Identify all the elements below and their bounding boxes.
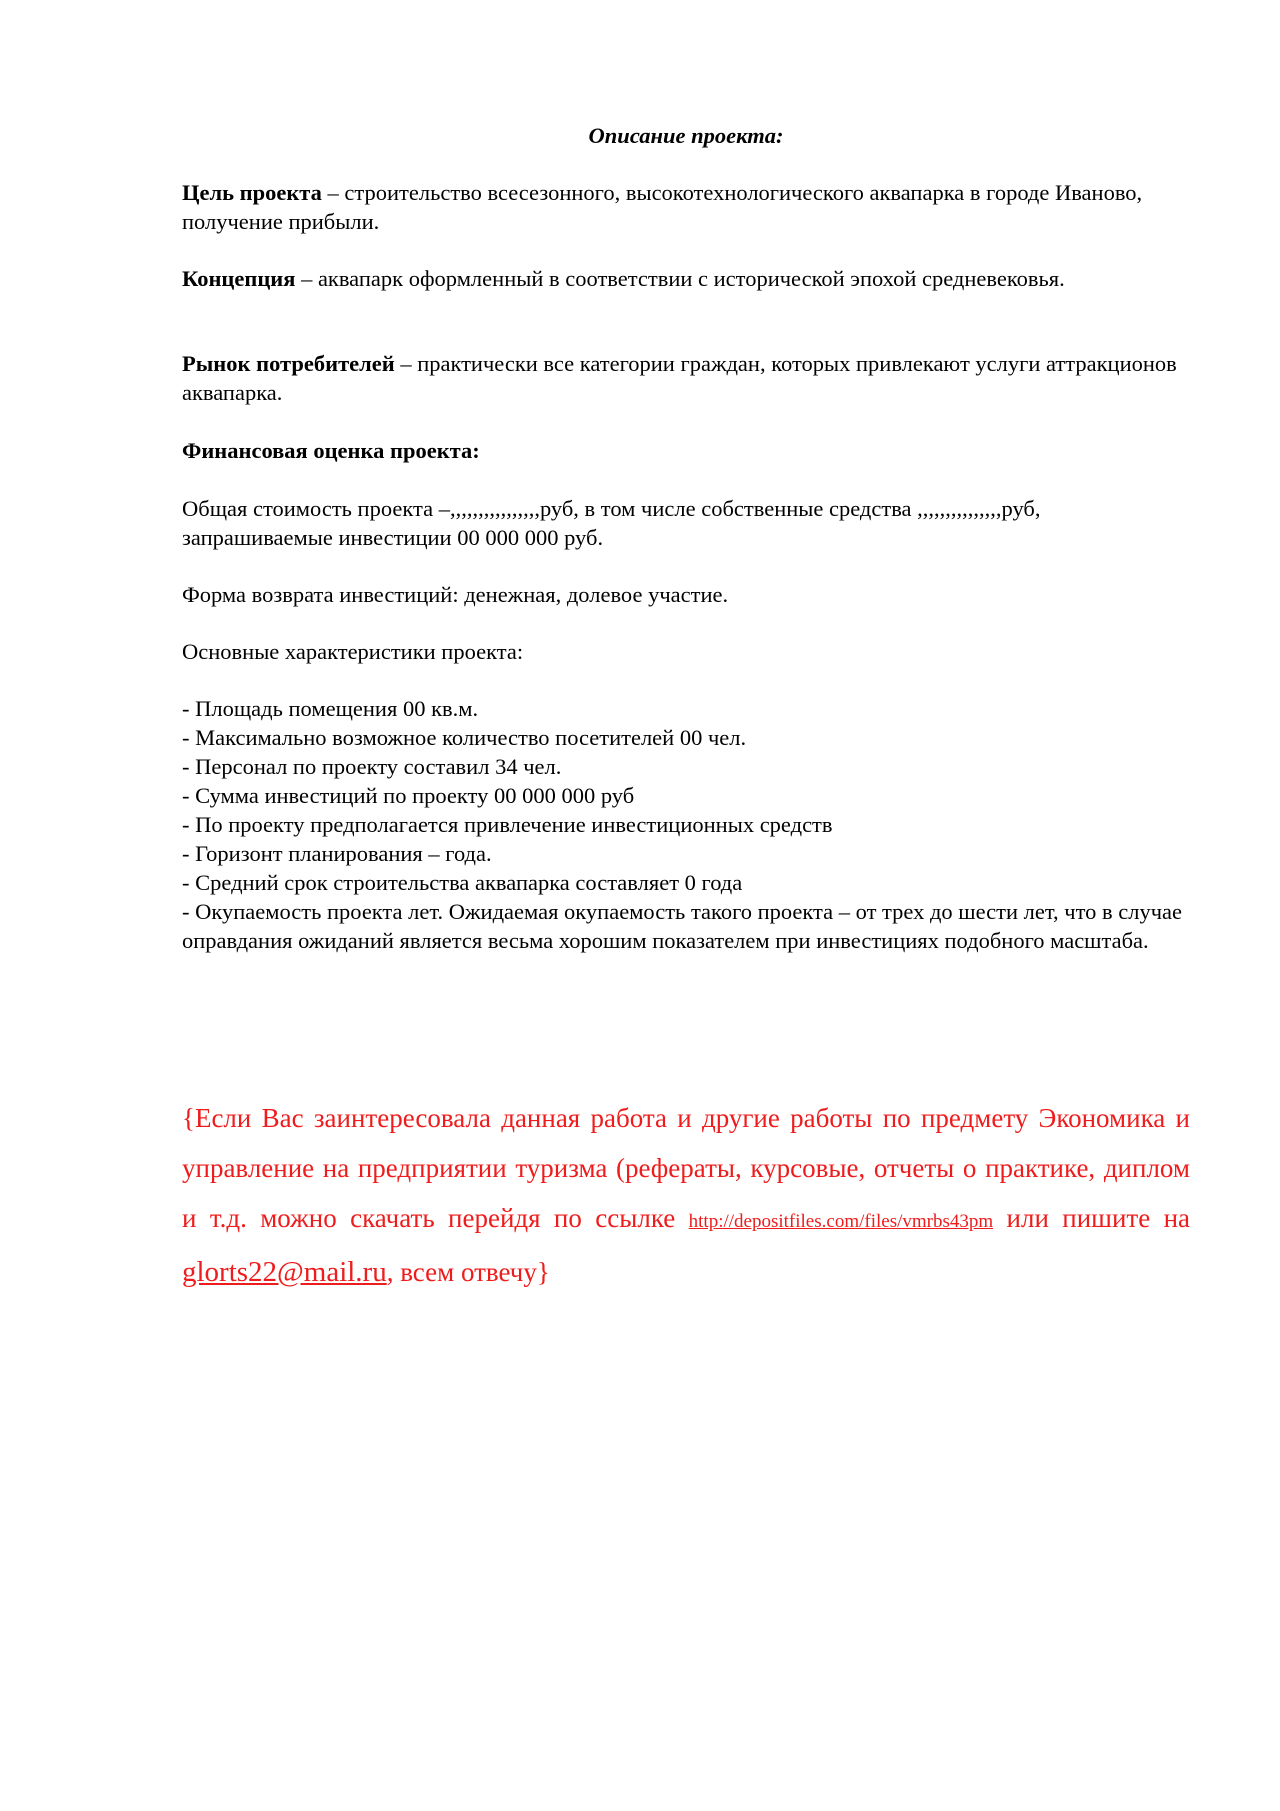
list-item: - По проекту предполагается привлечение инвестиционных средств	[182, 812, 833, 837]
list-item: - Персонал по проекту составил 34 чел.	[182, 754, 562, 779]
concept-paragraph	[182, 264, 1190, 293]
document-title: Описание проекта:	[588, 123, 784, 148]
goal-text: – строительство всесезонного, высокотехнологического аквапарка в городе Иваново, получение прибыли.	[182, 180, 1143, 234]
list-item: - Горизонт планирования – года.	[182, 841, 492, 866]
goal-paragraph	[182, 178, 1190, 236]
market-text: – практически все категории граждан, которых привлекают услуги аттракционов аквапарка.	[182, 351, 1177, 405]
promo-paragraph	[182, 1093, 1190, 1297]
promo-text-before: {Если Вас заинтересовала данная работа и другие работы по предмету Экономика и управление на предприятии туризма (рефераты, курсовые, отчеты о практике, диплом и т.д. можно скачать перейдя по ссылке	[182, 1103, 1190, 1233]
total-cost-paragraph: Общая стоимость проекта –,,,,,,,,,,,,,,,,руб, в том числе собственные средства ,,,,,,,,,,,,,,,руб, запрашиваемые инвестиции 00 000 000 руб.	[182, 496, 1041, 550]
list-item: - Окупаемость проекта лет. Ожидаемая окупаемость такого проекта – от трех до шести лет, что в случае оправдания ожиданий является весьма хорошим показателем при инвестициях подобного масштаба.	[182, 899, 1182, 953]
concept-label: Концепция	[182, 266, 296, 291]
goal-label: Цель проекта	[182, 180, 322, 205]
promo-text-middle: или пишите на	[993, 1203, 1190, 1233]
list-item: - Максимально возможное количество посетителей 00 чел.	[182, 725, 747, 750]
list-item: - Площадь помещения 00 кв.м.	[182, 696, 479, 721]
list-item: - Сумма инвестиций по проекту 00 000 000 руб	[182, 783, 635, 808]
promo-text-after: , всем отвечу}	[386, 1257, 550, 1287]
financial-heading: Финансовая оценка проекта:	[182, 438, 480, 463]
download-link[interactable]: http://depositfiles.com/files/vmrbs43pm	[688, 1211, 994, 1232]
return-form-paragraph: Форма возврата инвестиций: денежная, долевое участие.	[182, 582, 729, 607]
list-item: - Средний срок строительства аквапарка составляет 0 года	[182, 870, 743, 895]
characteristics-list	[182, 694, 1190, 955]
market-paragraph	[182, 349, 1190, 407]
characteristics-heading: Основные характеристики проекта:	[182, 639, 524, 664]
email-link[interactable]: glorts22@mail.ru	[182, 1256, 387, 1288]
concept-text: – аквапарк оформленный в соответствии с исторической эпохой средневековья.	[295, 266, 1065, 291]
market-label: Рынок потребителей	[182, 351, 395, 376]
